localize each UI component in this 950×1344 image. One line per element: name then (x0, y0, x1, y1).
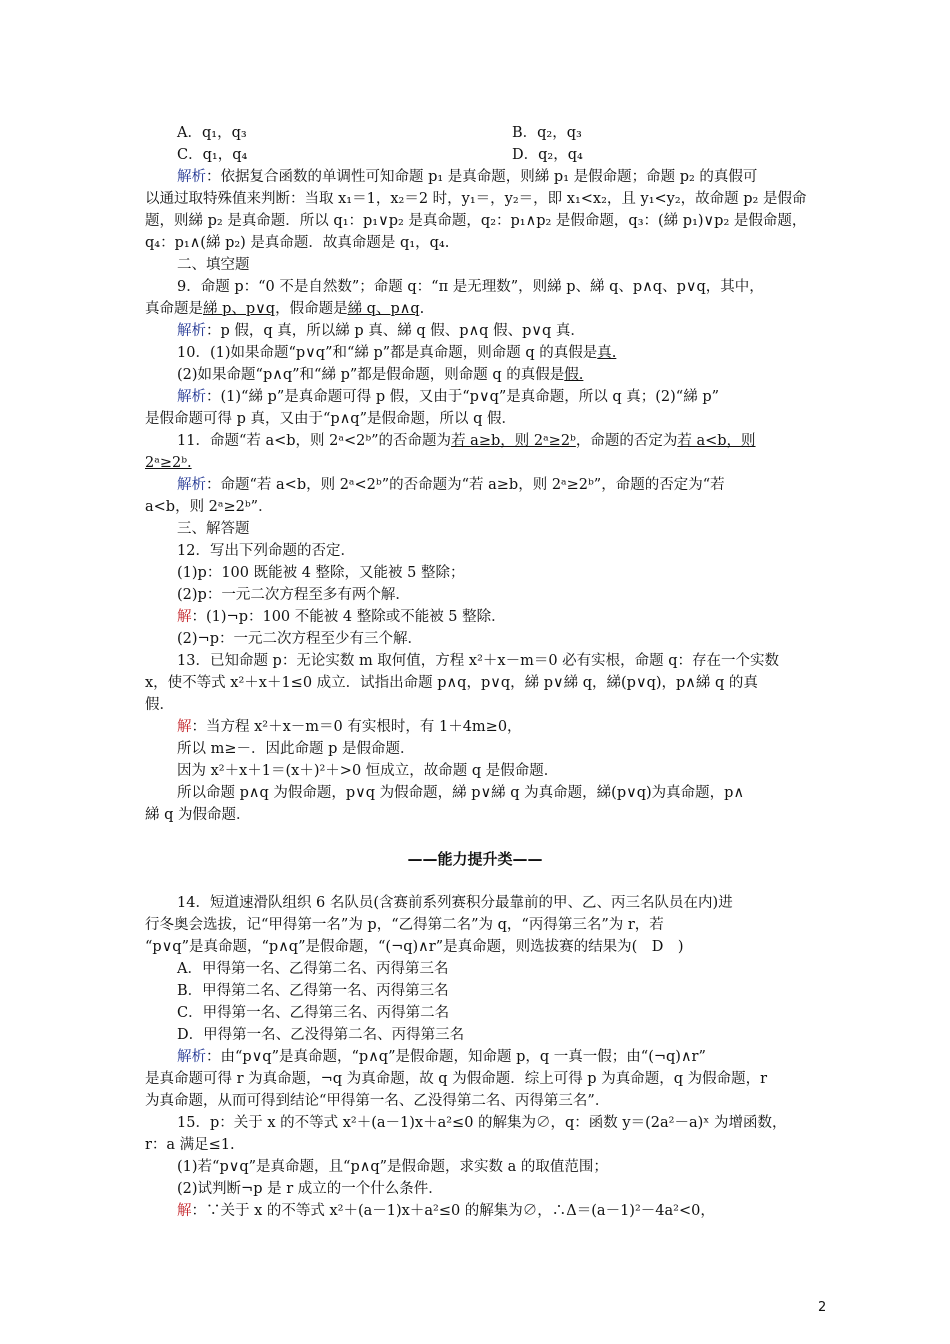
answer-blank: 假. (564, 367, 584, 383)
q8-analysis-line: 题，则綈 p₂ 是真命题．所以 q₁：p₁∨p₂ 是真命题，q₂：p₁∧p₂ 是假命题，q₃：(綈 p₁)∨p₂ 是假命题， (145, 213, 807, 229)
solution-text: ：∵关于 x 的不等式 x²＋(a－1)x＋a²≤0 的解集为∅，∴Δ＝(a－1)²－4a²<0， (191, 1203, 715, 1219)
text: 10．(1)如果命题“p∨q”和“綈 p”都是真命题，则命题 q 的真假是 (177, 345, 598, 361)
solution-text: ：当方程 x²＋x－m＝0 有实根时，有 1＋4m≥0， (191, 719, 522, 735)
option-a: A．甲得第一名、乙得第二名、丙得第三名 (177, 961, 449, 977)
page-number: 2 (818, 1300, 827, 1315)
q11-line (177, 431, 756, 451)
q8-analysis-line: q₄：p₁∧(綈 p₂) 是真命题．故真命题是 q₁，q₄. (145, 235, 450, 251)
q13-solution: 因为 x²＋x＋1＝(x＋)²＋>0 恒成立，故命题 q 是假命题． (177, 763, 559, 779)
answer-blank: 2ᵃ≥2ᵇ. (145, 455, 192, 471)
q15-solution (177, 1201, 715, 1221)
option-b: B．q₂，q₃ (512, 125, 582, 141)
option-d: D．甲得第一名、乙没得第二名、丙得第三名 (177, 1027, 465, 1043)
option-c: C．甲得第一名、乙得第三名、丙得第二名 (177, 1005, 450, 1021)
answer-blank: 若 a<b，则 (677, 433, 756, 449)
q13-solution: 所以 m≥－．因此命题 p 是假命题． (177, 741, 415, 757)
q9-line (145, 299, 424, 319)
section-heading: ——能力提升类—— (407, 850, 543, 868)
analysis-text: ：p 假，q 真，所以綈 p 真、綈 q 假、p∧q 假、p∨q 真． (206, 323, 585, 339)
option-a: A．q₁，q₃ (177, 125, 247, 141)
q12-line: (2)p：一元二次方程至多有两个解． (177, 587, 410, 603)
section-fill-blank: 二、填空题 (177, 257, 250, 273)
solution-label: 解 (177, 719, 192, 735)
q15-line: (1)若“p∨q”是真命题，且“p∧q”是假命题，求实数 a 的取值范围； (177, 1159, 608, 1175)
q13-line: 13．已知命题 p：无论实数 m 取何值，方程 x²＋x－m＝0 必有实根，命题 q：存在一个实数 (177, 653, 780, 669)
q13-solution (177, 717, 522, 737)
analysis-label: 解析 (177, 477, 206, 493)
q14-line: 14．短道速滑队组织 6 名队员(含赛前系列赛积分最靠前的甲、乙、丙三名队员在内)进 (177, 895, 733, 911)
option-b: B．甲得第二名、乙得第一名、丙得第三名 (177, 983, 449, 999)
q14-line: 行冬奥会选拔，记“甲得第一名”为 p，“乙得第二名”为 q，“丙得第三名”为 r，若 (145, 917, 664, 933)
q14-analysis (177, 1047, 706, 1067)
option-c: C．q₁，q₄ (177, 147, 248, 163)
answer-blank: 若 a≥b，则 2ᵃ≥2ᵇ (451, 433, 576, 449)
q9-analysis (177, 321, 585, 341)
q10-analysis (177, 387, 719, 407)
q12-solution: (2)¬p：一元二次方程至少有三个解． (177, 631, 422, 647)
q12-line: (1)p：100 既能被 4 整除，又能被 5 整除； (177, 565, 465, 581)
analysis-label: 解析 (177, 1049, 206, 1065)
answer-blank: 真. (597, 345, 617, 361)
analysis-text: ：由“p∨q”是真命题，“p∧q”是假命题，知命题 p，q 一真一假；由“(¬q)∧r” (206, 1049, 706, 1065)
text: (2)如果命题“p∧q”和“綈 p”都是假命题，则命题 q 的真假是 (177, 367, 565, 383)
q13-solution: 綈 q 为假命题． (145, 807, 251, 823)
q11-analysis (177, 475, 725, 495)
q10-line (177, 343, 616, 363)
q14-analysis: 是真命题可得 r 为真命题，¬q 为真命题，故 q 为假命题．综上可得 p 为真命题，q 为假命题，r (145, 1071, 768, 1087)
solution-label: 解 (177, 1203, 192, 1219)
answer-blank: 綈 p、p∨q (203, 301, 276, 317)
answer-blank: 綈 q、p∧q (347, 301, 420, 317)
q11-analysis: a<b，则 2ᵃ≥2ᵇ”． (145, 499, 273, 515)
analysis-label: 解析 (177, 389, 206, 405)
solution-text: ：(1)¬p：100 不能被 4 整除或不能被 5 整除． (191, 609, 506, 625)
analysis-text: ：依据复合函数的单调性可知命题 p₁ 是真命题，则綈 p₁ 是假命题；命题 p₂ 的真假可 (206, 169, 758, 185)
q13-solution: 所以命题 p∧q 为假命题，p∨q 为假命题，綈 p∨綈 q 为真命题，綈(p∨q)为真命题，p∧ (177, 785, 745, 801)
text: ，命题的否定为 (575, 433, 678, 449)
q12-solution (177, 607, 506, 627)
analysis-label: 解析 (177, 169, 206, 185)
solution-label: 解 (177, 609, 192, 625)
q15-line: (2)试判断¬p 是 r 成立的一个什么条件． (177, 1181, 443, 1197)
text: . (419, 301, 425, 317)
analysis-text: ：(1)“綈 p”是真命题可得 p 假，又由于“p∨q”是真命题，所以 q 真；(2)“綈 p” (206, 389, 720, 405)
q8-analysis-line: 以通过取特殊值来判断：当取 x₁＝1，x₂＝2 时，y₁＝，y₂＝，即 x₁<x₂，且 y₁<y₂，故命题 p₂ 是假命 (145, 191, 807, 207)
option-d: D．q₂，q₄ (512, 147, 583, 163)
q14-line: “p∨q”是真命题，“p∧q”是假命题，“(¬q)∧r”是真命题，则选拔赛的结果为( D ) (145, 939, 684, 955)
q13-line: 假． (145, 697, 174, 713)
q8-analysis-line (177, 167, 757, 187)
text: ，假命题是 (275, 301, 348, 317)
q9-line: 9．命题 p：“0 不是自然数”；命题 q：“π 是无理数”，则綈 p、綈 q、p∧q、p∨q，其中， (177, 279, 764, 295)
q10-analysis: 是假命题可得 p 真，又由于“p∧q”是假命题，所以 q 假． (145, 411, 517, 427)
q13-line: x，使不等式 x²＋x＋1≤0 成立．试指出命题 p∧q，p∨q，綈 p∨綈 q，綈(p∨q)，p∧綈 q 的真 (145, 675, 758, 691)
section-answer: 三、解答题 (177, 521, 250, 537)
text: 11．命题“若 a<b，则 2ᵃ<2ᵇ”的否命题为 (177, 433, 452, 449)
q14-analysis: 为真命题，从而可得到结论“甲得第一名、乙没得第二名、丙得第三名”． (145, 1093, 610, 1109)
text: 真命题是 (145, 301, 203, 317)
q12-line: 12．写出下列命题的否定． (177, 543, 355, 559)
q15-line: r：a 满足≤1. (145, 1137, 235, 1153)
analysis-label: 解析 (177, 323, 206, 339)
q10-line (177, 365, 583, 385)
analysis-text: ：命题“若 a<b，则 2ᵃ<2ᵇ”的否命题为“若 a≥b，则 2ᵃ≥2ᵇ”，命题的否定为“若 (206, 477, 725, 493)
q11-line (145, 453, 192, 473)
q15-line: 15．p：关于 x 的不等式 x²＋(a－1)x＋a²≤0 的解集为∅，q：函数 y＝(2a²－a)ˣ 为增函数， (177, 1115, 787, 1131)
